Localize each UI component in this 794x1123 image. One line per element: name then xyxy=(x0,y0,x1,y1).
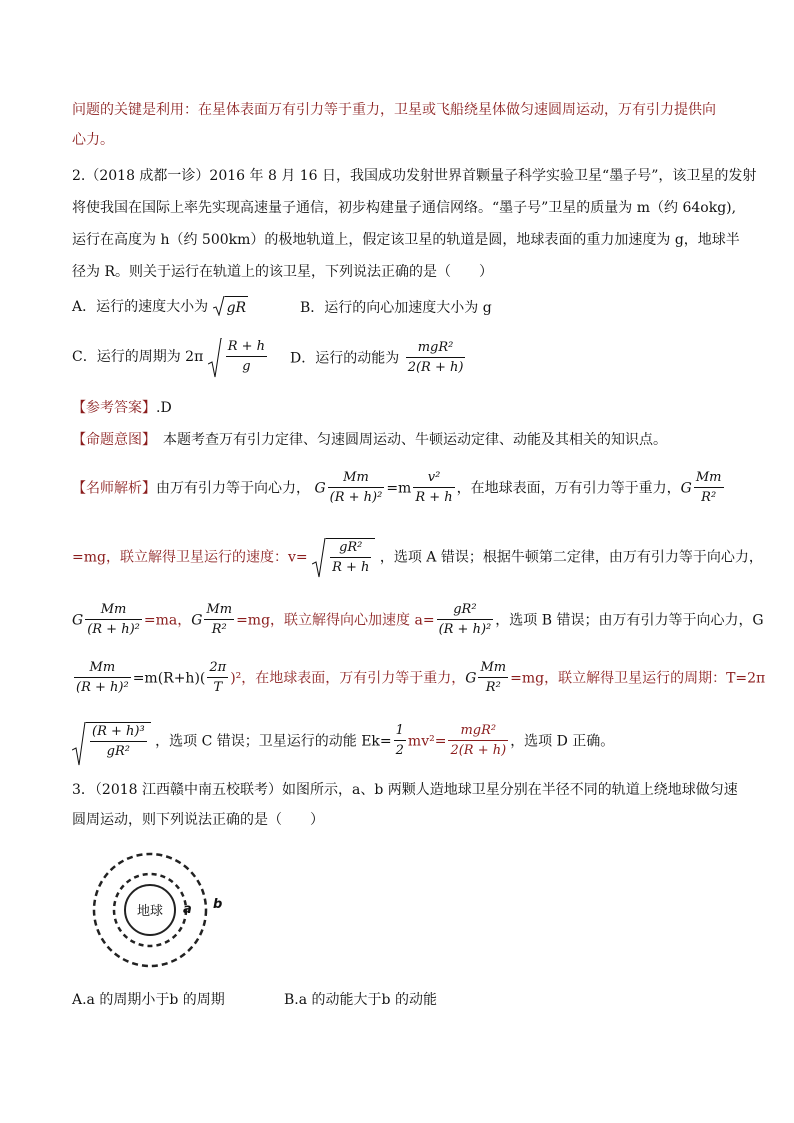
intent-line xyxy=(72,430,667,450)
option-d-text: D．运行的动能为 xyxy=(290,350,400,367)
intro-line-1: 问题的关键是利用：在星体表面万有引力等于重力，卫星或飞船绕星体做匀速圆周运动，万有引力提供向 xyxy=(72,102,716,118)
intent-label: 【命题意图】 xyxy=(72,432,149,448)
orbit-diagram xyxy=(90,850,240,970)
label-a: a xyxy=(183,902,192,917)
option-a-text: A．运行的速度大小为 xyxy=(72,299,209,315)
earth-label: 地球 xyxy=(136,904,164,919)
q2-line-2: 将使我国在国际上率先实现高速量子通信，初步构建量子通信网络。“墨子号”卫星的质量为 m（约 64okg), xyxy=(72,200,737,216)
analysis-line-4: $\frac{Mm}{\text{(R + h)²}}$ =m(R+h)( $\frac{2\pi}{T}$ )²，在地球表面，万有引力等于重力，G $\frac{Mm}{\text{R²}}$ =mg，联立解得卫星运行的周期：T=2π xyxy=(76,660,766,695)
q3-line-1: 3．（2018 江西赣中南五校联考）如图所示，a、b 两颗人造地球卫星分别在半径不同的轨道上绕地球做匀速 xyxy=(72,782,738,798)
q2-line-4: 径为 R。则关于运行在轨道上的该卫星，下列说法正确的是（ ） xyxy=(72,264,493,280)
analysis-line-3: G $\frac{Mm}{\text{(R + h)²}}$ =ma，G $\frac{Mm}{\text{R²}}$ =mg，联立解得向心加速度 a= $\frac{\text{gR²}}{\text{(R + h)²}}$ ，选项 B 错误；由万有引力等于向心力，G xyxy=(72,602,764,637)
sqrt-period: $\frac{R + h}{g}$ xyxy=(208,338,271,376)
q2-line-3: 运行在高度为 h（约 500km）的极地轨道上，假定该卫星的轨道是圆，地球表面的重力加速度为 g，地球半 xyxy=(72,232,740,248)
sqrt-gR: gR xyxy=(213,296,249,318)
answer-label: 【参考答案】 xyxy=(72,400,156,416)
option-c-text: C．运行的周期为 2π xyxy=(72,349,204,365)
answer-line xyxy=(72,398,172,418)
q2-option-a xyxy=(72,296,248,318)
analysis-label: 【名师解析】 xyxy=(72,480,156,497)
intent-text: 本题考查万有引力定律、匀速圆周运动、牛顿运动定律、动能及其相关的知识点。 xyxy=(149,432,667,448)
q2-option-c xyxy=(72,338,271,376)
q2-line-1: 2.（2018 成都一诊）2016 年 8 月 16 日，我国成功发射世界首颗量子科学实验卫星“墨子号”，该卫星的发射 xyxy=(72,168,757,184)
q2-option-d: D．运行的动能为 $\frac{\text{mgR²}}{2(R + h)}$ xyxy=(290,340,464,375)
analysis-line-1: 【名师解析】由万有引力等于向心力， G $\frac{Mm}{\text{(R + h)²}}$ =m $\frac{\text{v²}}{R + h}$ ，在地球表面，万有引力等于重力，G $\frac{Mm}{\text{R²}}$ xyxy=(72,470,722,505)
q2-option-b: B．运行的向心加速度大小为 g xyxy=(300,300,492,316)
q3-line-2: 圆周运动，则下列说法正确的是（ ） xyxy=(72,812,324,828)
intro-line-2: 心力。 xyxy=(72,132,114,148)
q3-option-a: A.a 的周期小于b 的周期 xyxy=(72,992,225,1008)
answer-value: .D xyxy=(156,400,172,416)
label-b: b xyxy=(213,897,223,912)
analysis-line-5: $\frac{\text{(R + h)³}}{\text{gR²}}$ ，选项 C 错误；卫星运行的动能 Ek= $\frac{1}{2}$ mv²= $\frac{\text{mgR²}}{2(R + h)}$ ，选项 D 正确。 xyxy=(72,722,614,761)
q3-option-b: B.a 的动能大于b 的动能 xyxy=(284,992,437,1008)
analysis-line-2: =mg，联立解得卫星运行的速度：v= $\frac{\text{gR²}}{R + h}$ ，选项 A 错误；根据牛顿第二定律，由万有引力等于向心力， xyxy=(72,540,763,575)
